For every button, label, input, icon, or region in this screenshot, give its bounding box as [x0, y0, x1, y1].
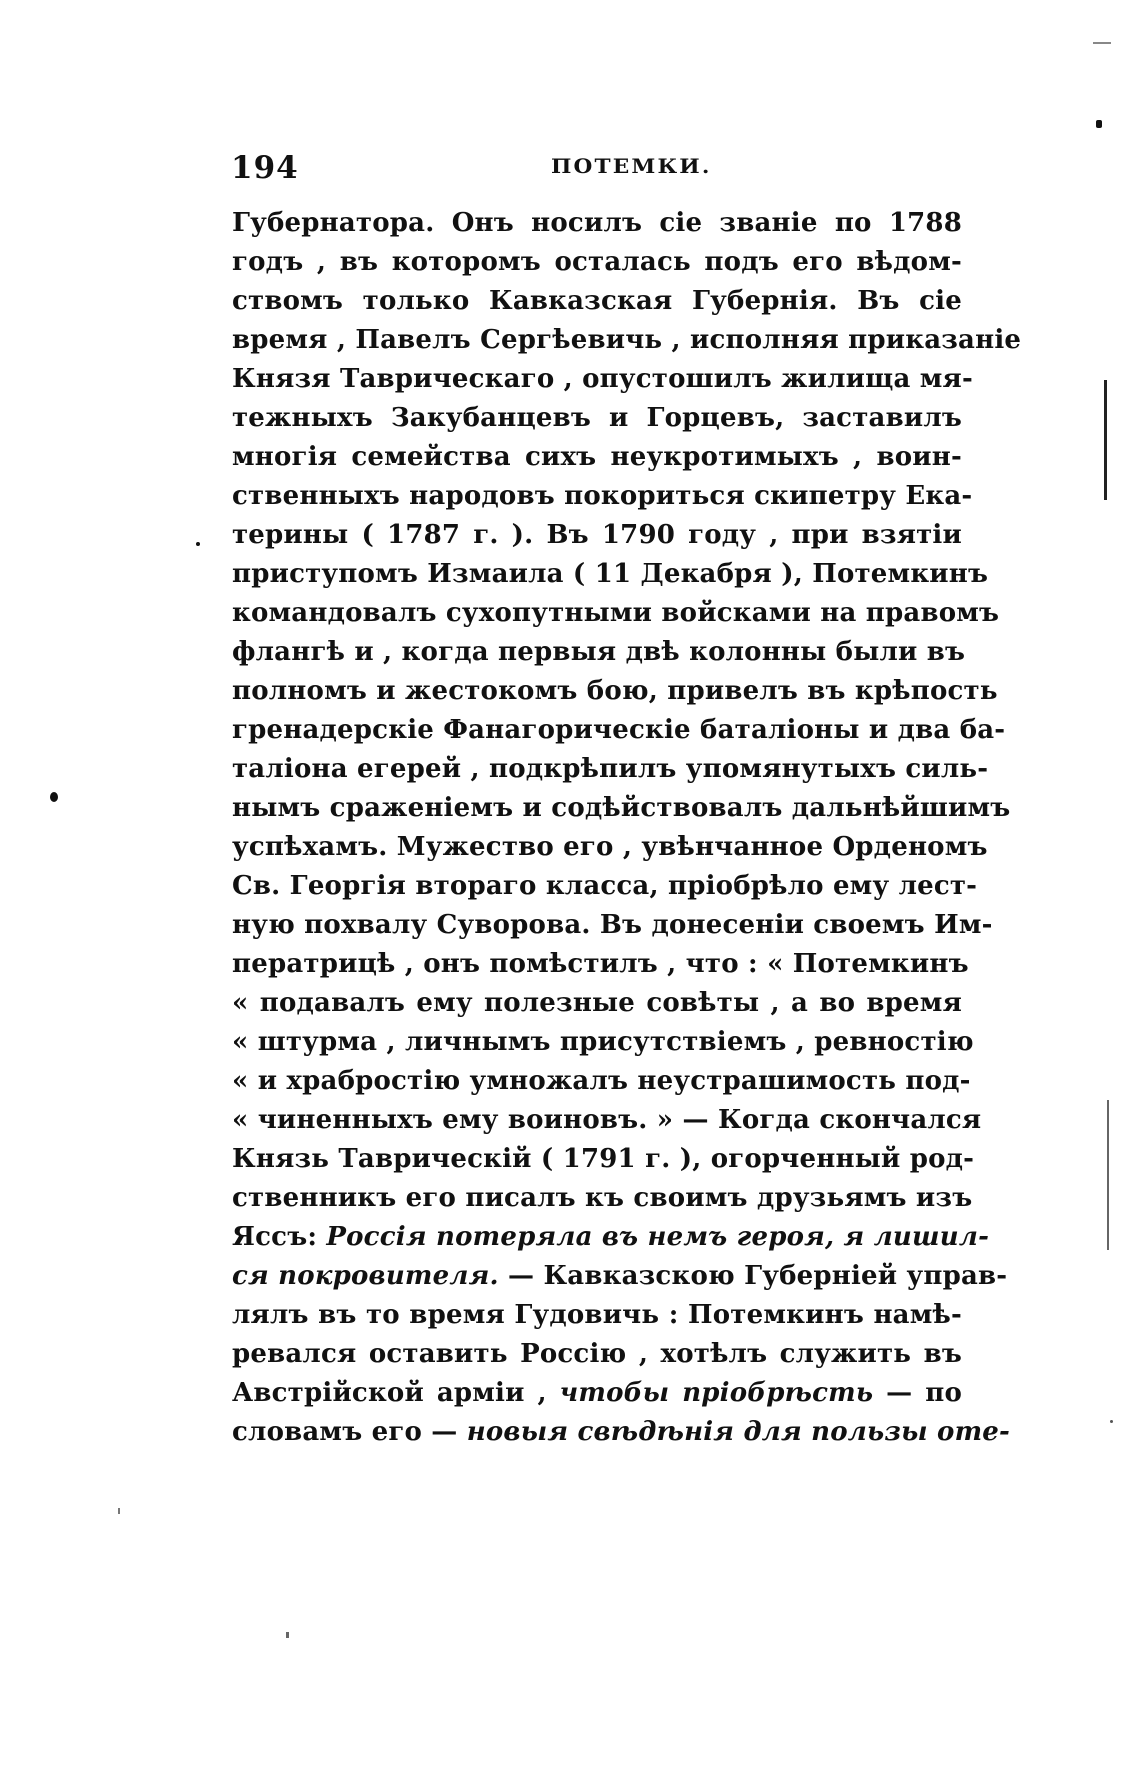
text-segment: словамъ его — [232, 1417, 467, 1447]
scan-speck [50, 792, 58, 802]
text-line: ствомъ только Кавказская Губернія. Въ сіе [232, 286, 962, 316]
text-line: « подавалъ ему полезные совѣты , а во время [232, 988, 962, 1018]
running-title: ПОТЕМКИ. [551, 154, 712, 178]
text-line [232, 1374, 962, 1413]
scan-edge-line [1107, 1100, 1109, 1250]
text-line: тежныхъ Закубанцевъ и Горцевъ, заставилъ [232, 403, 962, 433]
text-line: Князя Таврическаго , опустошилъ жилища мя- [232, 364, 973, 394]
page-number: 194 [231, 150, 299, 186]
text-line: полномъ и жестокомъ бою, привелъ въ крѣпость [232, 676, 998, 706]
italic-phrase: новыя свѣдѣнія для пользы оте- [466, 1417, 1011, 1447]
scan-speck [1110, 1420, 1113, 1423]
text-line: « чиненныхъ ему воиновъ. » — Когда скончался [232, 1105, 982, 1135]
text-segment: — по [873, 1378, 962, 1408]
text-line: ственныхъ народовъ покориться скипетру Ека- [232, 481, 973, 511]
text-line: флангѣ и , когда первыя двѣ колонны были въ [232, 637, 966, 667]
italic-quote: Россія потеряла въ немъ героя, я лишил- [326, 1222, 990, 1252]
text-line: таліона егерей , подкрѣпилъ упомянутыхъ силь- [232, 754, 989, 784]
scan-edge-line [1104, 380, 1107, 500]
text-line: « и храбростію умножалъ неустрашимость под- [232, 1066, 971, 1096]
text-line: ственникъ его писалъ къ своимъ друзьямъ изъ [232, 1183, 973, 1213]
text-line: время , Павелъ Сергѣевичь , исполняя приказаніе [232, 325, 1022, 355]
text-line [232, 1218, 990, 1257]
italic-quote: ся покровителя. [232, 1261, 499, 1291]
text-line: приступомъ Измаила ( 11 Декабря ), Потемкинъ [232, 559, 989, 589]
text-line: командовалъ сухопутными войсками на правомъ [232, 598, 1000, 628]
scan-speck [286, 1632, 289, 1638]
running-head [231, 150, 963, 190]
text-line: нымъ сраженіемъ и содѣйствовалъ дальнѣйшимъ [232, 793, 1011, 823]
text-segment: — Кавказскою Губерніей управ- [498, 1261, 1008, 1291]
scan-speck [118, 1508, 120, 1514]
text-line: ператрицѣ , онъ помѣстилъ , что : « Потемкинъ [232, 949, 969, 979]
body-text [232, 204, 1022, 1452]
text-line: Св. Георгія втораго класса, пріобрѣло ему лест- [232, 871, 978, 901]
scan-speck [196, 542, 200, 546]
italic-phrase: чтобы пріобрѣсть [559, 1378, 874, 1408]
text-line: Князь Таврическій ( 1791 г. ), огорченный род- [232, 1144, 975, 1174]
text-line: многія семейства сихъ неукротимыхъ , воин- [232, 442, 962, 472]
text-line: успѣхамъ. Мужество его , увѣнчанное Орденомъ [232, 832, 988, 862]
text-line: лялъ въ то время Гудовичь : Потемкинъ намѣ- [232, 1300, 962, 1330]
text-line [232, 1257, 1008, 1296]
text-line: ревался оставить Россію , хотѣлъ служить въ [232, 1339, 962, 1369]
text-line: Губернатора. Онъ носилъ сіе званіе по 1788 [232, 208, 962, 238]
text-line: годъ , въ которомъ осталась подъ его вѣдом- [232, 247, 962, 277]
text-line: гренадерскіе Фанагорическіе баталіоны и два ба- [232, 715, 1006, 745]
scan-artifact-dash [1093, 42, 1111, 44]
text-segment: Австрійской арміи , [232, 1378, 560, 1408]
text-line [232, 1413, 1011, 1452]
text-line: ную похвалу Суворова. Въ донесеніи своемъ Им- [232, 910, 993, 940]
text-line: терины ( 1787 г. ). Въ 1790 году , при взятіи [232, 520, 962, 550]
text-line: « штурма , личнымъ присутствіемъ , ревностію [232, 1027, 974, 1057]
scan-speck [1096, 120, 1102, 128]
text-segment: Яссъ: [232, 1222, 327, 1252]
